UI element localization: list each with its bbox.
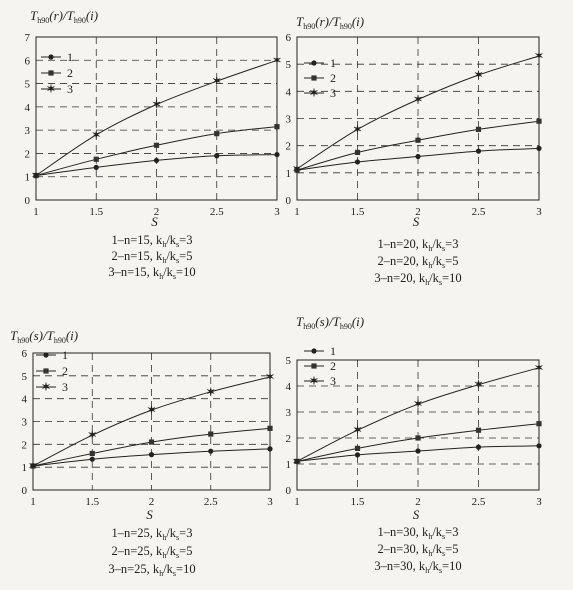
legend-label: 3 [67, 82, 73, 96]
data-point-series-2 [536, 119, 541, 124]
y-tick-label: 5 [21, 370, 27, 383]
data-point-series-2 [415, 435, 420, 440]
x-tick-label: 3 [274, 206, 280, 218]
data-point-series-3: ✶ [206, 386, 216, 399]
data-point-series-2 [214, 131, 219, 136]
chart-panel-2 [286, 14, 544, 287]
x-tick-label: 3 [536, 496, 542, 508]
data-point-series-3: ✶ [146, 404, 157, 417]
data-point-series-2 [476, 428, 481, 433]
data-point-series-3: ✶ [292, 455, 302, 468]
data-point-series-2 [355, 150, 360, 155]
legend-marker-3: ✶ [46, 83, 56, 96]
data-point-series-1 [355, 159, 360, 164]
data-point-series-3: ✶ [413, 398, 423, 411]
legend-label: 2 [330, 359, 336, 373]
x-tick-label: 1.5 [89, 206, 104, 218]
data-point-series-2 [94, 157, 99, 162]
legend-marker-3: ✶ [41, 381, 51, 394]
data-point-series-1 [90, 457, 95, 462]
y-axis-label: $T_{h90}(r)/T_{h90}(i)$ [296, 14, 365, 31]
legend-marker-1 [311, 348, 316, 353]
data-point-series-3: ✶ [352, 424, 363, 437]
data-point-series-3: ✶ [534, 50, 544, 63]
data-point-series-1 [415, 448, 420, 453]
data-point-series-3: ✶ [31, 170, 41, 183]
caption-line-2: 2–n=25, $k_h/k_s=5$ [111, 544, 193, 560]
data-point-series-1 [267, 446, 272, 451]
y-tick-label: 3 [24, 125, 30, 138]
x-tick-label: 2 [148, 496, 155, 508]
data-point-series-2 [149, 439, 154, 444]
x-tick-label: 1 [294, 496, 300, 508]
legend-marker-2 [43, 368, 48, 373]
data-point-series-1 [94, 165, 99, 170]
y-tick-label: 6 [21, 348, 27, 360]
data-point-series-3: ✶ [272, 54, 282, 67]
x-axis-label: S [146, 507, 153, 522]
legend-marker-3: ✶ [309, 375, 319, 388]
x-axis-label: S [151, 214, 158, 229]
data-point-series-3: ✶ [413, 93, 423, 106]
data-point-series-1 [476, 149, 481, 154]
data-point-series-1 [415, 154, 420, 159]
data-point-series-3: ✶ [292, 163, 302, 176]
y-tick-label: 2 [24, 148, 30, 161]
y-tick-label: 1 [285, 459, 291, 471]
data-point-series-2 [355, 446, 360, 451]
chart-panel-3 [10, 328, 275, 578]
x-tick-label: 3 [536, 206, 542, 218]
caption-line-3: 3–n=30, $k_h/k_s=10$ [374, 559, 462, 575]
x-tick-label: 2.5 [471, 496, 486, 508]
data-point-series-1 [476, 445, 481, 450]
x-tick-label: 1 [33, 206, 39, 218]
legend-label: 1 [330, 56, 336, 70]
data-point-series-2 [415, 138, 420, 143]
y-tick-label: 3 [285, 407, 291, 419]
legend-label: 1 [330, 344, 336, 358]
caption-line-1: 1–n=30, $k_h/k_s=3$ [377, 525, 459, 541]
x-axis-label: S [412, 507, 420, 522]
legend-marker-2 [311, 75, 316, 80]
x-tick-label: 2 [415, 206, 421, 218]
y-tick-label: 3 [21, 416, 27, 429]
legend-marker-1 [48, 54, 53, 59]
x-tick-label: 2.5 [471, 206, 486, 218]
data-point-series-3: ✶ [473, 379, 484, 392]
legend-label: 2 [62, 364, 68, 378]
y-tick-label: 7 [24, 32, 30, 44]
x-tick-label: 1 [30, 496, 36, 508]
y-axis-label: $T_{h90}(r)/T_{h90}(i)$ [30, 8, 99, 25]
legend-label: 3 [330, 374, 336, 388]
y-tick-label: 6 [285, 32, 291, 44]
y-tick-label: 2 [285, 140, 291, 153]
data-point-series-3: ✶ [212, 75, 222, 88]
y-tick-label: 1 [285, 167, 291, 180]
x-tick-label: 1.5 [85, 496, 100, 508]
y-tick-label: 4 [285, 86, 291, 99]
chart-panel-4 [286, 314, 544, 575]
y-tick-label: 0 [21, 485, 27, 497]
x-tick-label: 1.5 [350, 206, 365, 218]
data-point-series-1 [536, 146, 541, 151]
y-tick-label: 4 [21, 393, 27, 406]
caption-line-3: 3–n=25, $k_h/k_s=10$ [108, 562, 196, 578]
data-point-series-1 [355, 452, 360, 457]
y-tick-label: 1 [24, 171, 30, 184]
legend-label: 3 [330, 86, 336, 100]
data-point-series-2 [154, 143, 159, 148]
x-tick-label: 2.5 [209, 206, 224, 218]
data-point-series-3: ✶ [151, 99, 162, 112]
legend-marker-3: ✶ [309, 87, 319, 100]
data-point-series-1 [208, 449, 213, 454]
x-tick-label: 2 [153, 206, 160, 218]
data-point-series-2 [536, 421, 541, 426]
x-tick-label: 2.5 [203, 496, 218, 508]
data-point-series-1 [536, 443, 541, 448]
data-point-series-1 [214, 153, 219, 158]
y-tick-label: 2 [21, 439, 27, 452]
data-point-series-3: ✶ [352, 123, 363, 136]
y-axis-label: $T_{h90}(s)/T_{h90}(i)$ [296, 314, 365, 331]
data-point-series-3: ✶ [91, 129, 101, 142]
legend-label: 1 [67, 50, 73, 64]
y-tick-label: 0 [285, 195, 291, 207]
x-tick-label: 1.5 [350, 496, 365, 508]
y-tick-label: 0 [24, 195, 30, 207]
x-tick-label: 2 [415, 496, 421, 508]
legend-marker-2 [311, 363, 316, 368]
caption-line-3: 3–n=20, $k_h/k_s=10$ [374, 271, 462, 287]
x-tick-label: 3 [267, 496, 273, 508]
data-point-series-1 [149, 452, 154, 457]
legend-marker-2 [48, 70, 53, 75]
data-point-series-2 [208, 431, 213, 436]
data-point-series-3: ✶ [534, 362, 544, 375]
caption-line-2: 2–n=30, $k_h/k_s=5$ [377, 542, 459, 558]
data-point-series-3: ✶ [265, 371, 275, 384]
data-point-series-2 [90, 451, 95, 456]
chart-panel-1 [25, 8, 282, 281]
caption-line-1: 1–n=25, $k_h/k_s=3$ [111, 526, 193, 542]
y-tick-label: 4 [285, 381, 291, 393]
y-tick-label: 6 [24, 55, 30, 68]
caption-line-1: 1–n=15, $k_h/k_s=3$ [111, 233, 193, 249]
legend-label: 2 [330, 71, 336, 85]
caption-line-2: 2–n=20, $k_h/k_s=5$ [377, 254, 459, 270]
x-axis-label: S [412, 214, 420, 229]
y-tick-label: 5 [285, 59, 291, 72]
y-axis-label: $T_{h90}(s)/T_{h90}(i)$ [10, 328, 79, 345]
legend-label: 2 [67, 66, 73, 80]
y-tick-label: 5 [24, 78, 30, 91]
y-tick-label: 4 [24, 101, 30, 114]
caption-line-1: 1–n=20, $k_h/k_s=3$ [377, 237, 459, 253]
data-point-series-3: ✶ [87, 429, 97, 442]
plot-frame [33, 353, 270, 490]
data-point-series-1 [274, 152, 279, 157]
data-point-series-2 [267, 426, 272, 431]
data-point-series-3: ✶ [473, 69, 484, 82]
legend-marker-1 [43, 352, 48, 357]
legend-label: 1 [62, 348, 68, 362]
x-tick-label: 1 [294, 206, 300, 218]
y-tick-label: 0 [285, 485, 291, 497]
caption-line-2: 2–n=15, $k_h/k_s=5$ [111, 249, 193, 265]
data-point-series-3: ✶ [28, 460, 38, 473]
legend-label: 3 [62, 380, 68, 394]
y-tick-label: 5 [285, 355, 291, 367]
y-tick-label: 3 [285, 113, 291, 126]
y-tick-label: 2 [285, 433, 291, 445]
y-tick-label: 1 [21, 462, 27, 475]
data-point-series-2 [274, 124, 279, 129]
legend-marker-1 [311, 60, 316, 65]
caption-line-3: 3–n=15, $k_h/k_s=10$ [108, 265, 196, 281]
data-point-series-2 [476, 127, 481, 132]
data-point-series-1 [154, 158, 159, 163]
